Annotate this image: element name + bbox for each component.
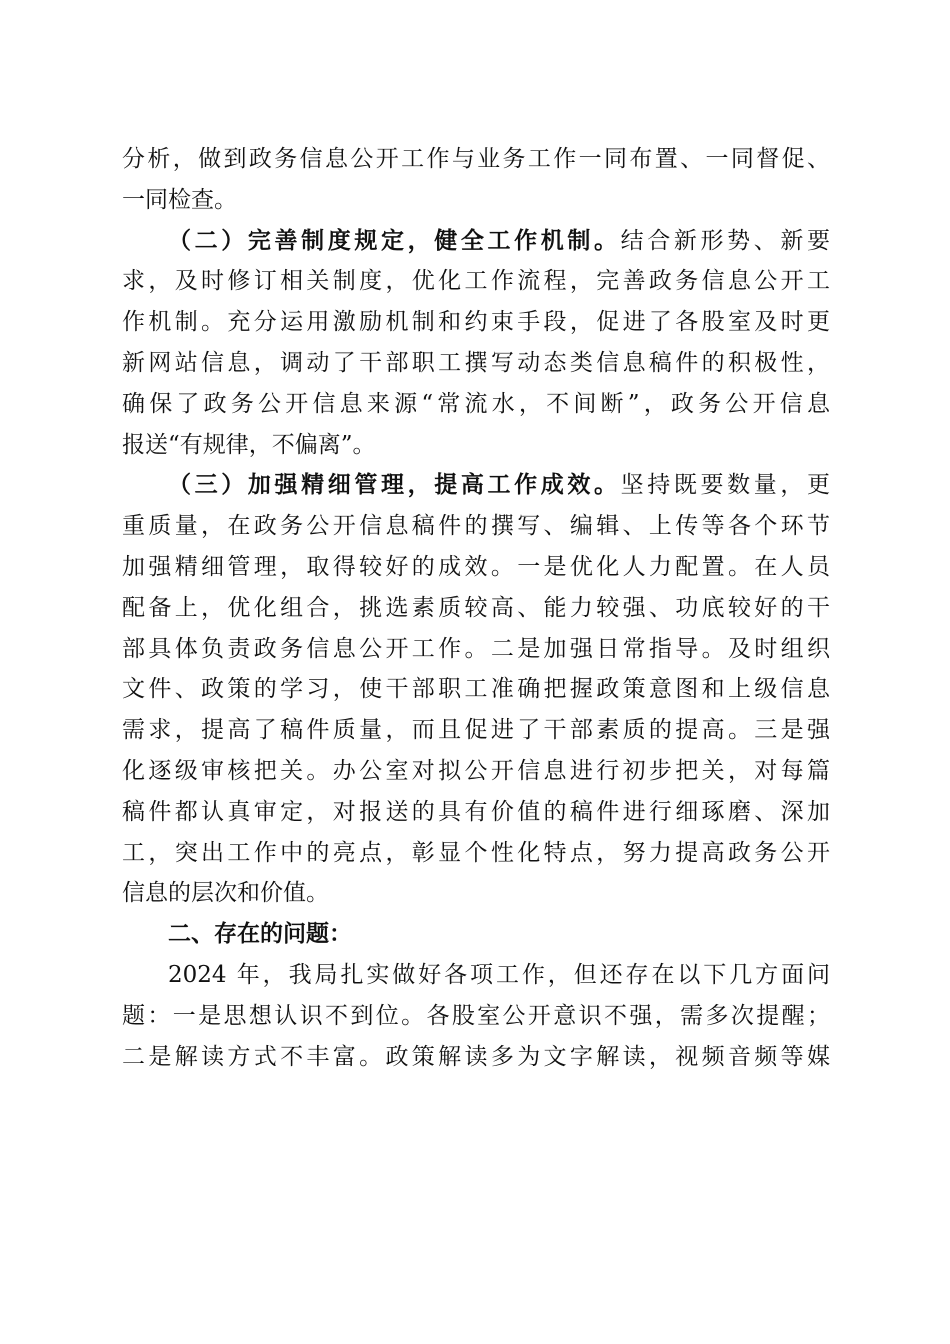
paragraph-line: 重质量，在政务公开信息稿件的撰写、编辑、上传等各个环节 <box>122 513 830 540</box>
paragraph-line: 配备上，优化组合，挑选素质较高、能力较强、功底较好的干 <box>122 594 830 621</box>
paragraph-line: 工，突出工作中的亮点，彰显个性化特点，努力提高政务公开 <box>122 839 830 866</box>
paragraph-line: 报送“有规律，不偏离”。 <box>122 431 376 458</box>
paragraph-line: 信息的层次和价值。 <box>122 880 329 907</box>
paragraph-line: 分析，做到政务信息公开工作与业务工作一同布置、一同督促、 <box>122 146 830 172</box>
paragraph-line: 求，及时修订相关制度，优化工作流程，完善政务信息公开工 <box>122 268 830 295</box>
paragraph-text: 坚持既要数量，更 <box>620 472 830 499</box>
paragraph-line: 题：一是思想认识不到位。各股室公开意识不强，需多次提醒； <box>122 1002 830 1029</box>
paragraph-text: 结合新形势、新要 <box>620 227 830 254</box>
subsection-heading: （二）完善制度规定，健全工作机制。 <box>168 226 621 254</box>
paragraph-line: 部具体负责政务信息公开工作。二是加强日常指导。及时组织 <box>122 635 830 662</box>
paragraph-line: 新网站信息，调动了干部职工撰写动态类信息稿件的积极性， <box>122 349 830 376</box>
paragraph-line: 一同检查。 <box>122 186 237 213</box>
paragraph-line: 确保了政务公开信息来源“常流水，不间断”，政务公开信息 <box>122 390 830 417</box>
paragraph-first-line <box>122 465 830 506</box>
paragraph-line: 化逐级审核把关。办公室对拟公开信息进行初步把关，对每篇 <box>122 757 830 784</box>
subsection-heading: （三）加强精细管理，提高工作成效。 <box>168 471 621 499</box>
paragraph-first-line: 2024 年，我局扎实做好各项工作，但还存在以下几方面问 <box>168 961 830 988</box>
document-body <box>122 139 830 1077</box>
paragraph-line: 稿件都认真审定，对报送的具有价值的稿件进行细琢磨、深加 <box>122 798 830 825</box>
paragraph-first-line <box>122 221 830 262</box>
section-heading: 二、存在的问题： <box>168 920 352 948</box>
paragraph-line: 文件、政策的学习，使干部职工准确把握政策意图和上级信息 <box>122 676 830 703</box>
paragraph-line: 作机制。充分运用激励机制和约束手段，促进了各股室及时更 <box>122 309 830 336</box>
paragraph-line: 加强精细管理，取得较好的成效。一是优化人力配置。在人员 <box>122 553 830 580</box>
paragraph-line: 需求，提高了稿件质量，而且促进了干部素质的提高。三是强 <box>122 717 830 744</box>
paragraph-line: 二是解读方式不丰富。政策解读多为文字解读，视频音频等媒 <box>122 1043 830 1070</box>
